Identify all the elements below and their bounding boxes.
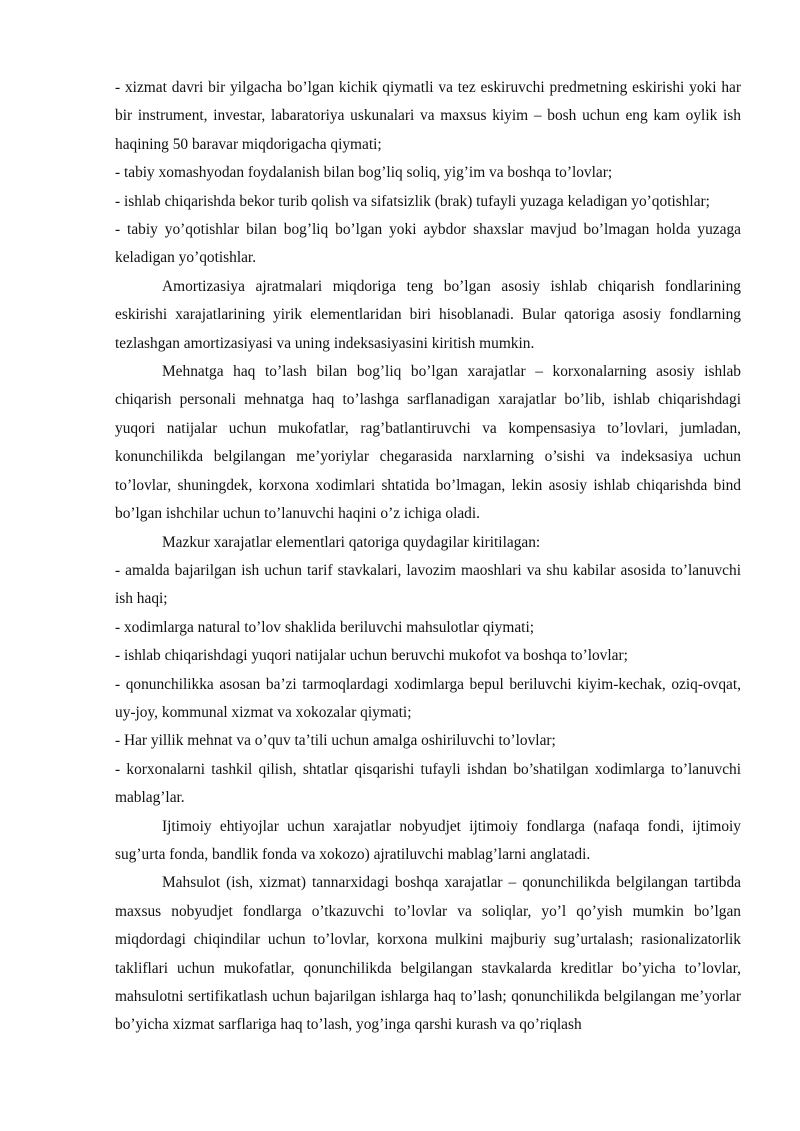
paragraph: Amortizasiya ajratmalari miqdoriga teng bo’lgan asosiy ishlab chiqarish fondlarining eskirishi xarajatlarining yirik elementlaridan biri hisoblanadi. Bular qatoriga asosiy fondlarning tezlashgan amortizasiyasi va uning indeksasiyasini kiritish mumkin. bbox=[115, 277, 741, 352]
list-item: - amalda bajarilgan ish uchun tarif stavkalari, lavozim maoshlari va shu kabilar asosida to’lanuvchi ish haqi; bbox=[115, 561, 741, 608]
paragraph: Mazkur xarajatlar elementlari qatoriga quydagilar kiritilagan: bbox=[162, 533, 541, 551]
document-page bbox=[115, 74, 741, 1040]
list-item: - ishlab chiqarishda bekor turib qolish va sifatsizlik (brak) tufayli yuzaga keladigan yo’qotishlar; bbox=[115, 192, 710, 210]
list-item: - xizmat davri bir yilgacha bo’lgan kichik qiymatli va tez eskiruvchi predmetning eskirishi yoki har bir instrument, investar, labaratoriya uskunalari va maxsus kiyim – bosh uchun eng kam oylik ish haqining 50 baravar miqdorigacha qiymati; bbox=[115, 79, 741, 153]
list-item: - xodimlarga natural to’lov shaklida beriluvchi mahsulotlar qiymati; bbox=[115, 618, 535, 636]
list-item: - tabiy yo’qotishlar bilan bog’liq bo’lgan yoki aybdor shaxslar mavjud bo’lmagan holda yuzaga keladigan yo’qotishlar. bbox=[115, 221, 741, 267]
paragraph: Mehnatga haq to’lash bilan bog’liq bo’lgan xarajatlar – korxonalarning asosiy ishlab chiqarish personali mehnatga haq to’lashga sarflanadigan xarajatlar bo’lib, ishlab chiqarishdagi yuqori natijalar uchun mukofatlar, rag’batlantiruvchi va kompensasiya to’lovlari, jumladan, konunchilikda belgilangan me’yoriylar chegarasida narxlarning o’sishi va indeksasiya uchun to’lovlar, shuningdek, korxona xodimlari shtatida bo’lmagan, lekin asosiy ishlab chiqarishda bind bo’lgan ishchilar uchun to’lanuvchi haqini o’z ichiga oladi. bbox=[115, 363, 741, 523]
list-item: - korxonalarni tashkil qilish, shtatlar qisqarishi tufayli ishdan bo’shatilgan xodimlarga to’lanuvchi mablag’lar. bbox=[115, 760, 741, 807]
paragraph: Ijtimoiy ehtiyojlar uchun xarajatlar nobyudjet ijtimoiy fondlarga (nafaqa fondi, ijtimoiy sug’urta fonda, bandlik fonda va xokozo) ajratiluvchi mablag’larni anglatadi. bbox=[115, 817, 741, 863]
list-item: - Har yillik mehnat va o’quv ta’tili uchun amalga oshiriluvchi to’lovlar; bbox=[115, 732, 556, 750]
list-item: - tabiy xomashyodan foydalanish bilan bog’liq soliq, yig’im va boshqa to’lovlar; bbox=[115, 164, 613, 182]
list-item: - ishlab chiqarishdagi yuqori natijalar uchun beruvchi mukofot va boshqa to’lovlar; bbox=[115, 647, 628, 665]
list-item: - qonunchilikka asosan ba’zi tarmoqlardagi xodimlarga bepul beriluvchi kiyim-kechak, oziq-ovqat, uy-joy, kommunal xizmat va xokozalar qiymati; bbox=[115, 675, 741, 721]
paragraph: Mahsulot (ish, xizmat) tannarxidagi boshqa xarajatlar – qonunchilikda belgilangan tartibda maxsus nobyudjet fondlarga o’tkazuvchi to’lovlar va soliqlar, yo’l qo’yish mumkin bo’lgan miqdordagi chiqindilar uchun to’lovlar, korxona mulkini majburiy sug’urtalash; rasionalizatorlik takliflari uchun mukofatlar, qonunchilikda belgilangan stavkalarda kreditlar bo’yicha to’lovlar, mahsulotni sertifikatlash uchun bajarilgan ishlarga haq to’lash; qonunchilikda belgilangan me’yorlar bo’yicha xizmat sarflariga haq to’lash, yog’inga qarshi kurash va qo’riqlash bbox=[115, 874, 741, 1034]
